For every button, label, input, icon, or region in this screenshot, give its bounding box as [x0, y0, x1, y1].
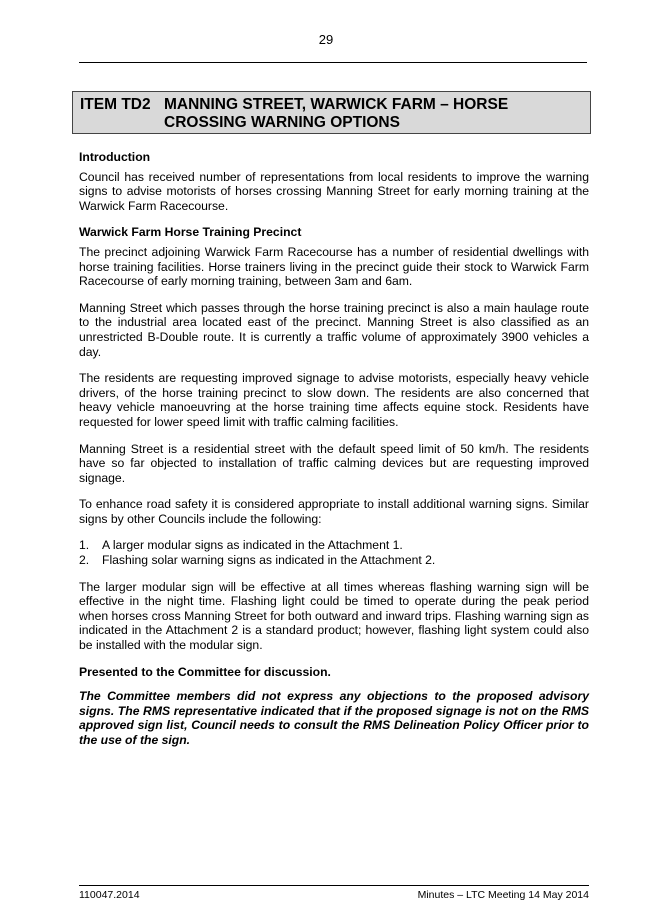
precinct-paragraph-1: The precinct adjoining Warwick Farm Racecourse has a number of residential dwellings with horse training facilities. Horse trainers living in the precinct guide their stock to Warwick Farm Racecourse of early morning training, between 3am and 6am.: [79, 244, 589, 289]
list-item-text: A larger modular signs as indicated in the Attachment 1.: [102, 538, 403, 553]
committee-note: The Committee members did not express any objections to the proposed advisory signs. The RMS representative indicated that if the proposed signage is not on the RMS approved sign list, Council needs to consult the RMS Delineation Policy Officer prior to the use of the sign.: [79, 689, 589, 747]
document-body: [79, 150, 589, 760]
sign-options-list: [79, 538, 589, 567]
introduction-paragraph: Council has received number of representations from local residents to improve the warning signs to advise motorists of horses crossing Manning Street for early morning training at the Warwick Farm Racecourse.: [79, 169, 589, 213]
header-divider: [79, 62, 587, 63]
list-item: [79, 538, 589, 553]
item-code: ITEM TD2: [80, 96, 151, 113]
list-item-number: 2.: [79, 553, 90, 568]
footer-reference: 110047.2014: [79, 889, 140, 901]
page-number: 29: [318, 32, 334, 47]
item-title: MANNING STREET, WARWICK FARM – HORSE CROSSING WARNING OPTIONS: [164, 96, 509, 131]
footer-meeting: Minutes – LTC Meeting 14 May 2014: [417, 889, 589, 901]
list-item-number: 1.: [79, 538, 90, 553]
introduction-heading: Introduction: [79, 150, 151, 164]
presented-statement: Presented to the Committee for discussion.: [79, 664, 331, 679]
list-item-text: Flashing solar warning signs as indicated in the Attachment 2.: [102, 553, 436, 568]
precinct-paragraph-4: Manning Street is a residential street with the default speed limit of 50 km/h. The residents have so far objected to installation of traffic calming devices but are requesting improved signage.: [79, 441, 589, 485]
footer-divider: [79, 885, 589, 886]
precinct-heading: Warwick Farm Horse Training Precinct: [79, 225, 302, 240]
precinct-paragraph-6: The larger modular sign will be effective at all times whereas flashing warning sign will be effective in the night time. Flashing light could be timed to operate during the peak period when horses cross Manning Street for both outward and inward trips. Flashing warning sign as indicated in the Attachment 2 is a standard product; however, flashing light system could also be installed with the modular sign.: [79, 579, 589, 653]
precinct-paragraph-3: The residents are requesting improved signage to advise motorists, especially heavy vehicle drivers, of the horse training precinct to slow down. The residents are also concerned that heavy vehicle manoeuvring at the horse training time affects equine stock. Residents have requested for lower speed limit with traffic calming facilities.: [79, 371, 589, 429]
item-heading-box: [72, 91, 591, 134]
precinct-paragraph-2: Manning Street which passes through the horse training precinct is also a main haulage route to the industrial area located east of the precinct. Manning Street is also classified as an unrestricted B-Double route. It is currently a traffic volume of approximately 3900 vehicles a day.: [79, 300, 589, 359]
precinct-paragraph-5: To enhance road safety it is considered appropriate to install additional warning signs. Similar signs by other Councils include the following:: [79, 497, 589, 526]
list-item: [79, 553, 589, 568]
